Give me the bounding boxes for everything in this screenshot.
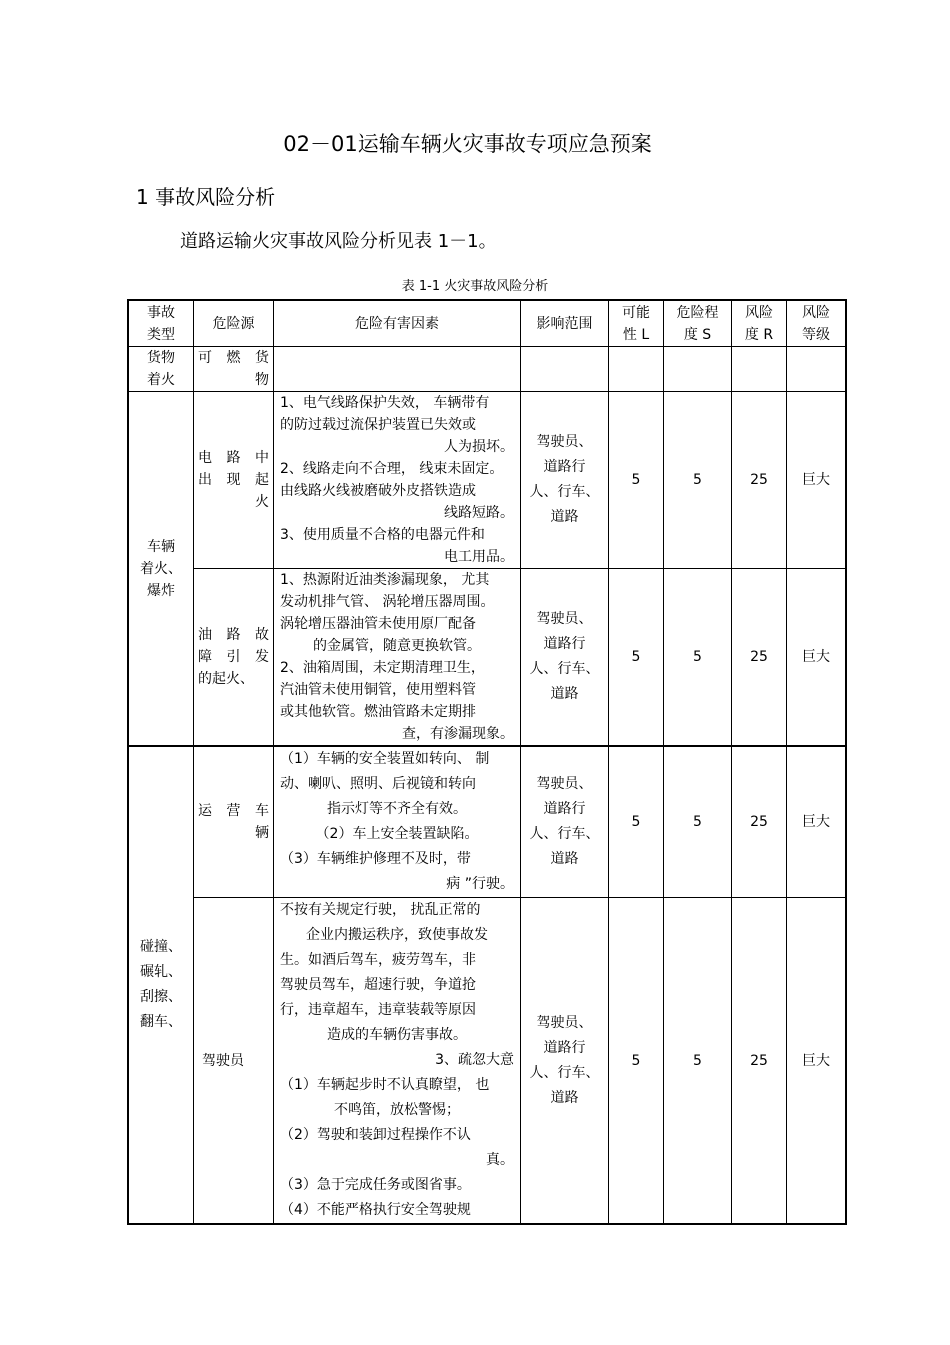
cell-scope: 驾驶员、 道路行 人、行车、 道路 — [521, 569, 609, 747]
header-type: 事故 类型 — [129, 301, 194, 347]
cell-type-group: 碰撞、 碾轧、 刮擦、 翻车、 — [129, 746, 194, 1224]
cell-severity: 5 — [664, 569, 732, 747]
header-factors: 危险有害因素 — [274, 301, 521, 347]
header-source: 危险源 — [194, 301, 274, 347]
cell-factors: （1）车辆的安全装置如转向、 制 动、喇叭、照明、后视镜和转向 指示灯等不齐全有效。 （2）车上安全装置缺陷。 （3）车辆维护修理不及时，带 病 ”行驶。 — [274, 746, 521, 898]
cell-factors: 1、热源附近油类渗漏现象， 尤其 发动机排气管、 涡轮增压器周围。 涡轮增压器油管未使用原厂配备 的金属管，随意更换软管。 2、油箱周围，未定期清理卫生， 汽油管未使用铜管，使用塑料管 或其他软管。燃油管路未定期排 查，有渗漏现象。 — [274, 569, 521, 747]
risk-analysis-table — [128, 300, 846, 1224]
cell-risk: 25 — [732, 569, 787, 747]
cell-risk: 25 — [732, 746, 787, 898]
cell-type: 货物 着火 — [129, 347, 194, 392]
cell-scope: 驾驶员、 道路行 人、行车、 道路 — [521, 392, 609, 569]
cell-severity — [664, 347, 732, 392]
cell-likelihood — [609, 347, 664, 392]
table-row — [129, 746, 846, 898]
cell-source: 油 路 故 障 引 发 的起火、 — [194, 569, 274, 747]
intro-paragraph: 道路运输火灾事故风险分析见表 1－1。 — [180, 231, 497, 252]
header-risk: 风险 度 R — [732, 301, 787, 347]
cell-scope: 驾驶员、 道路行 人、行车、 道路 — [521, 898, 609, 1224]
cell-level: 巨大 — [787, 746, 846, 898]
cell-source: 运 营 车 辆 — [194, 746, 274, 898]
cell-risk — [732, 347, 787, 392]
cell-factors — [274, 347, 521, 392]
table-row — [129, 569, 846, 747]
cell-scope: 驾驶员、 道路行 人、行车、 道路 — [521, 746, 609, 898]
cell-likelihood: 5 — [609, 392, 664, 569]
cell-severity: 5 — [664, 392, 732, 569]
document-title: 02－01运输车辆火灾事故专项应急预案 — [283, 132, 652, 156]
table-caption: 表 1-1 火灾事故风险分析 — [401, 279, 549, 294]
cell-severity: 5 — [664, 746, 732, 898]
table-row — [129, 898, 846, 1224]
cell-level: 巨大 — [787, 898, 846, 1224]
cell-source: 驾驶员 — [194, 898, 274, 1224]
table-header-row — [129, 301, 846, 347]
header-level: 风险 等级 — [787, 301, 846, 347]
header-severity: 危险程 度 S — [664, 301, 732, 347]
header-scope: 影响范围 — [521, 301, 609, 347]
section-heading: 1 事故风险分析 — [136, 185, 276, 209]
cell-risk: 25 — [732, 392, 787, 569]
cell-likelihood: 5 — [609, 569, 664, 747]
cell-likelihood: 5 — [609, 898, 664, 1224]
table-row — [129, 347, 846, 392]
cell-scope — [521, 347, 609, 392]
cell-severity: 5 — [664, 898, 732, 1224]
cell-source: 电 路 中 出 现 起 火 — [194, 392, 274, 569]
cell-likelihood: 5 — [609, 746, 664, 898]
cell-level: 巨大 — [787, 392, 846, 569]
cell-level: 巨大 — [787, 569, 846, 747]
cell-factors: 不按有关规定行驶， 扰乱正常的 企业内搬运秩序，致使事故发 生。如酒后驾车，疲劳驾车，非 驾驶员驾车，超速行驶，争道抢 行，违章超车，违章装载等原因 造成的车辆伤害事故。 3、疏忽大意 （1）车辆起步时不认真瞭望， 也 不鸣笛，放松警惕； （2）驾驶和装卸过程操作不认 真。 （3）急于完成任务或图省事。 （4）不能严格执行安全驾驶规 — [274, 898, 521, 1224]
table-row — [129, 392, 846, 569]
cell-type-group: 车辆 着火、 爆炸 — [129, 392, 194, 747]
cell-factors: 1、电气线路保护失效， 车辆带有 的防过载过流保护装置已失效或 人为损坏。 2、线路走向不合理， 线束未固定。 由线路火线被磨破外皮搭铁造成 线路短路。 3、使用质量不合格的电器元件和 电工用品。 — [274, 392, 521, 569]
cell-level — [787, 347, 846, 392]
cell-risk: 25 — [732, 898, 787, 1224]
cell-source: 可 燃 货 物 — [194, 347, 274, 392]
header-likelihood: 可能 性 L — [609, 301, 664, 347]
